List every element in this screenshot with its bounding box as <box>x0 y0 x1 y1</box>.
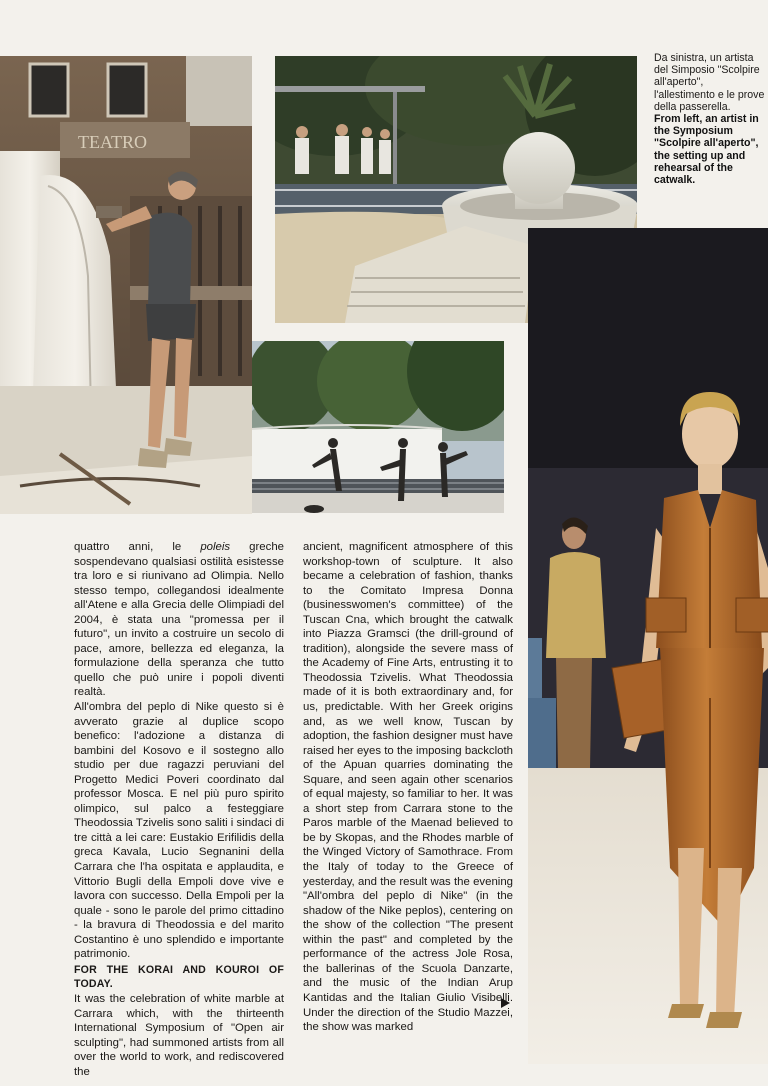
model-photo <box>528 228 768 1064</box>
english-paragraph-start: It was the celebration of white marble at Carrara which, with the thirteenth International Symposium of "Open air sculpting", had summoned artists from all over the world to work, and rediscovered the <box>74 992 284 1078</box>
italian-paragraph-2: All'ombra del peplo di Nike questo si è avverato grazie al duplice scopo benefico: l'adozione a distanza di bambini del Kosovo e il sostegno allo studio per due ragazzi peruviani del Progetto Medici Poveri coordinato dal professor Mosca. E nel più puro spirito olimpico, sul palco a festeggiare Theodossia Tzivelis sono saliti i sindaci di tre città a lei care: Eustakio Erifilidis della greca Kavala, Lucio Segnanini della Carrara che l'ha ospitata e applaudita, e Vittorio Bugli della Empoli dove vive e lavora con successo. Della Empoli per la quale - sono le parole del primo cittadino - la bravura di Theodossia e del marito Costantino è uno splendido e importante patrimonio. <box>74 701 284 961</box>
english-subhead: FOR THE KORAI AND KOUROI OF TODAY. <box>74 963 284 991</box>
english-paragraph-continued: ancient, magnificent atmosphere of this workshop-town of sculpture. It also became a celebration of fashion, thanks to the Comitato Impresa Donna (businesswomen's committee) of the Tuscan Cna, which brought the catwalk into Piazza Gramsci (the drill-ground of tradition), alongside the severe mass of the Academy of Fine Arts, entrusting it to Theodossia Tzivelis. What Theodossia made of it is both extraordinary and, for us, predictable. With her Greek origins and, as we well know, Tuscan by adoption, the fashion designer must have raised her eyes to the imposing backcloth of the Apuan quarries dominating the Square, and seen again other scenarios of equal majesty, so familiar to her. It was a short step from Carrara stone to the Paros marble of the Maenad believed to be by Skopas, and the Rhodes marble of the Winged Victory of Samothrace. From the Italy of today to the Greece of yesterday, and the result was the evening "All'ombra del peplo di Nike" (in the shadow of the Nike peplos), centering on the show of the collection "The present within the past" and completed by the performance of the actress Jole Rosa, the ballerinas of the Scuola Danzarte, and the music of the Indian Arup Kantidas and the Italian Giulio Visibelli. Under the direction of the Studio Mazzei, the show was marked <box>303 541 513 1034</box>
rehearsal-photo <box>252 341 504 513</box>
italian-paragraph-1: quattro anni, le poleis greche sospendevano qualsiasi ostilità esistesse tra loro e si riunivano ad Olimpia. Nello stesso tempo, collegandosi idealmente all'Atene e alla Grecia delle Olimpiadi del 2004, è stata una "promessa per il futuro", un invito a costruire un secolo di pace, amore, bellezza ed eleganza, la formulazione della speranza che tutto quello che può unire i popoli diventi realtà. <box>74 541 284 699</box>
poleis-term: poleis <box>200 541 231 553</box>
caption-english: From left, an artist in the Symposium "Scolpire all'aperto", the setting up and rehearsal of the catwalk. <box>654 113 759 187</box>
caption-italian: Da sinistra, un artista del Simposio "Scolpire all'aperto", l'allestimento e le prove della passerella. <box>654 52 765 113</box>
sculptor-photo <box>0 56 252 514</box>
teatro-sign: TEATRO <box>78 132 147 152</box>
photo-caption <box>654 52 766 186</box>
article-column-right <box>303 540 513 1035</box>
article-column-left <box>74 540 284 1079</box>
continue-arrow-icon <box>501 998 510 1008</box>
